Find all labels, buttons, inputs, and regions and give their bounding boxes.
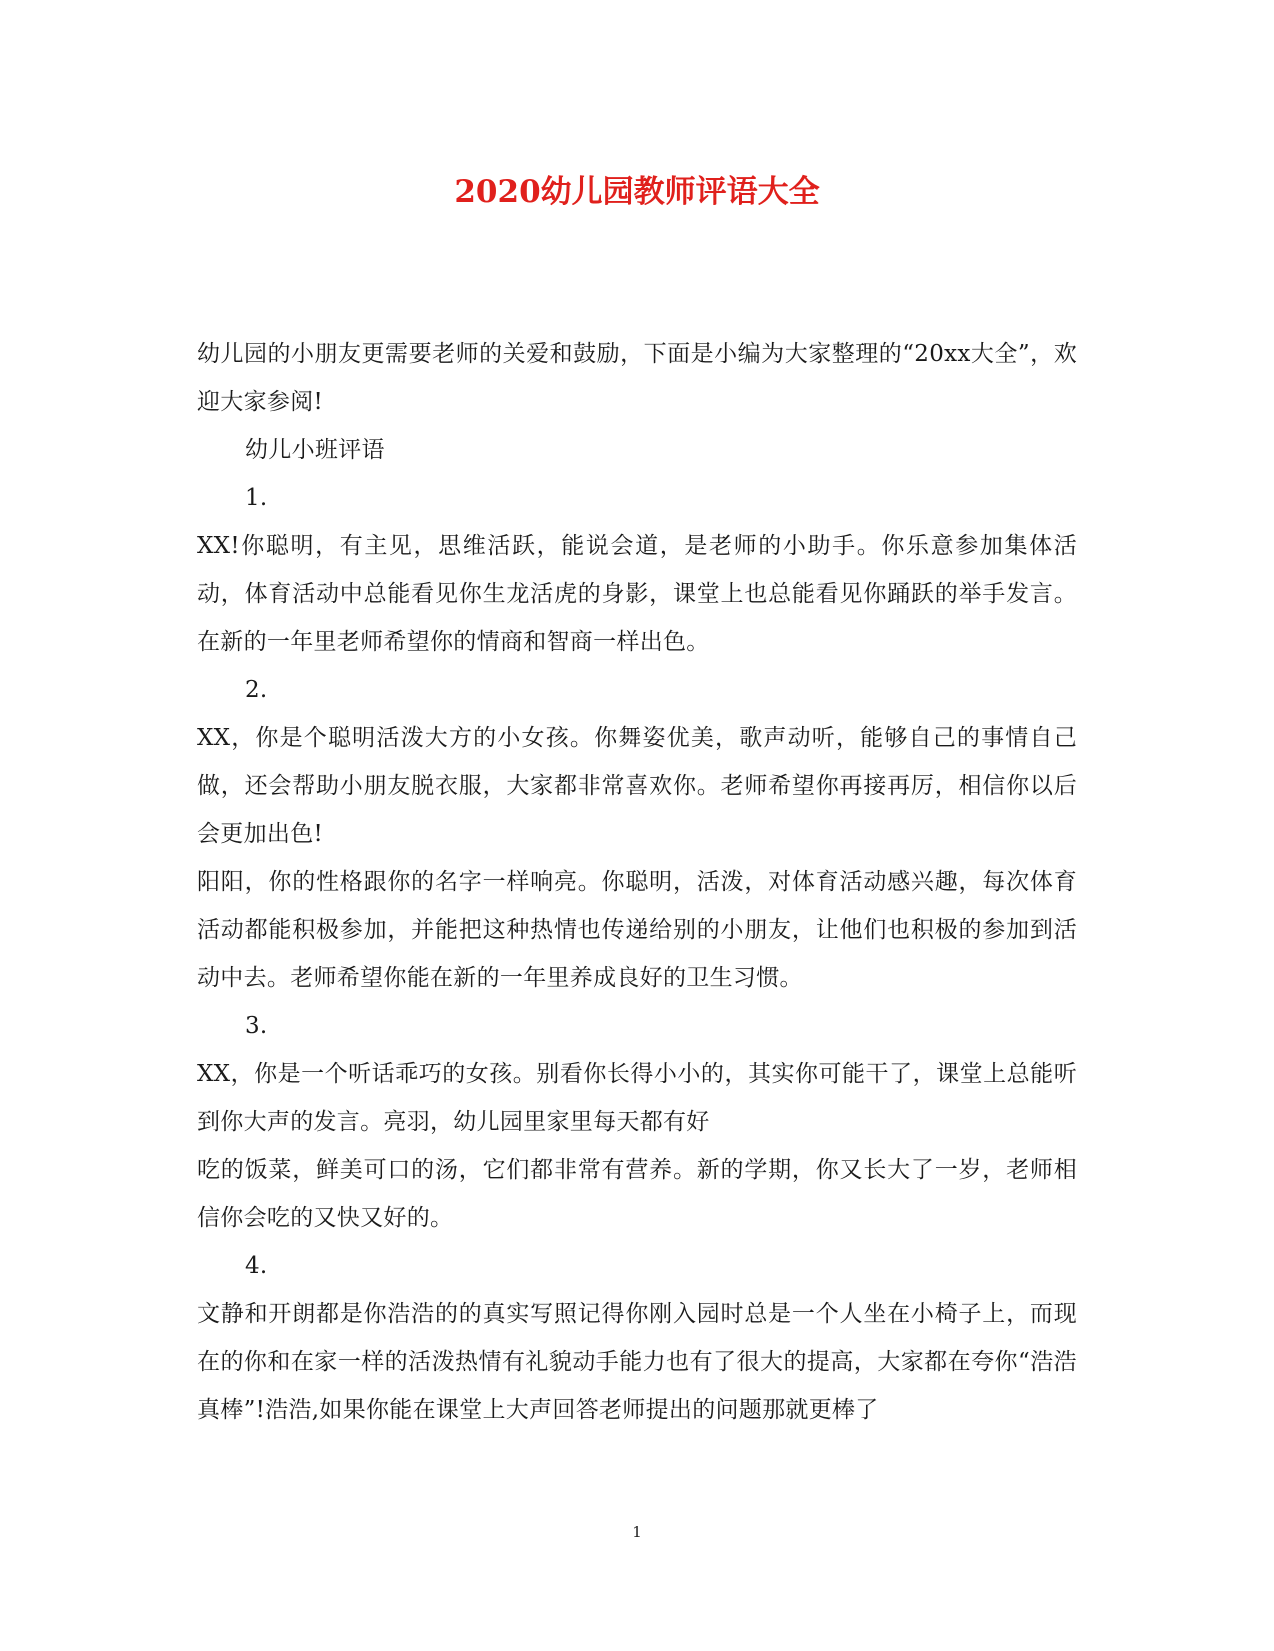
item-number: 3. xyxy=(245,1013,268,1039)
item-number: 2. xyxy=(245,677,268,703)
intro-paragraph: 幼儿园的小朋友更需要老师的关爱和鼓励，下面是小编为大家整理的“20xx大全”，欢迎大家参阅! xyxy=(197,341,1077,415)
section-heading: 幼儿小班评语 xyxy=(245,437,385,463)
comment-paragraph: XX，你是一个听话乖巧的女孩。别看你长得小小的，其实你可能干了，课堂上总能听到你大声的发言。亮羽，幼儿园里家里每天都有好 xyxy=(197,1061,1077,1135)
item-number: 1. xyxy=(245,485,268,511)
page-title: 2020幼儿园教师评语大全 xyxy=(454,174,820,210)
item-number: 4. xyxy=(245,1253,268,1279)
comment-paragraph: XX!你聪明，有主见，思维活跃，能说会道，是老师的小助手。你乐意参加集体活动，体育活动中总能看见你生龙活虎的身影，课堂上也总能看见你踊跃的举手发言。在新的一年里老师希望你的情商和智商一样出色。 xyxy=(197,533,1077,655)
comment-paragraph: 文静和开朗都是你浩浩的的真实写照记得你刚入园时总是一个人坐在小椅子上，而现在的你和在家一样的活泼热情有礼貌动手能力也有了很大的提高，大家都在夸你“浩浩真棒”!浩浩,如果你能在课堂上大声回答老师提出的问题那就更棒了 xyxy=(197,1301,1077,1423)
comment-paragraph: 吃的饭菜，鲜美可口的汤，它们都非常有营养。新的学期，你又长大了一岁，老师相信你会吃的又快又好的。 xyxy=(197,1157,1077,1231)
comment-paragraph: XX，你是个聪明活泼大方的小女孩。你舞姿优美，歌声动听，能够自己的事情自己做，还会帮助小朋友脱衣服，大家都非常喜欢你。老师希望你再接再厉，相信你以后会更加出色! xyxy=(197,725,1077,847)
page-number: 1 xyxy=(632,1523,642,1541)
comment-paragraph: 阳阳，你的性格跟你的名字一样响亮。你聪明，活泼，对体育活动感兴趣，每次体育活动都能积极参加，并能把这种热情也传递给别的小朋友，让他们也积极的参加到活动中去。老师希望你能在新的一年里养成良好的卫生习惯。 xyxy=(197,869,1077,991)
document-body xyxy=(197,330,1077,1434)
